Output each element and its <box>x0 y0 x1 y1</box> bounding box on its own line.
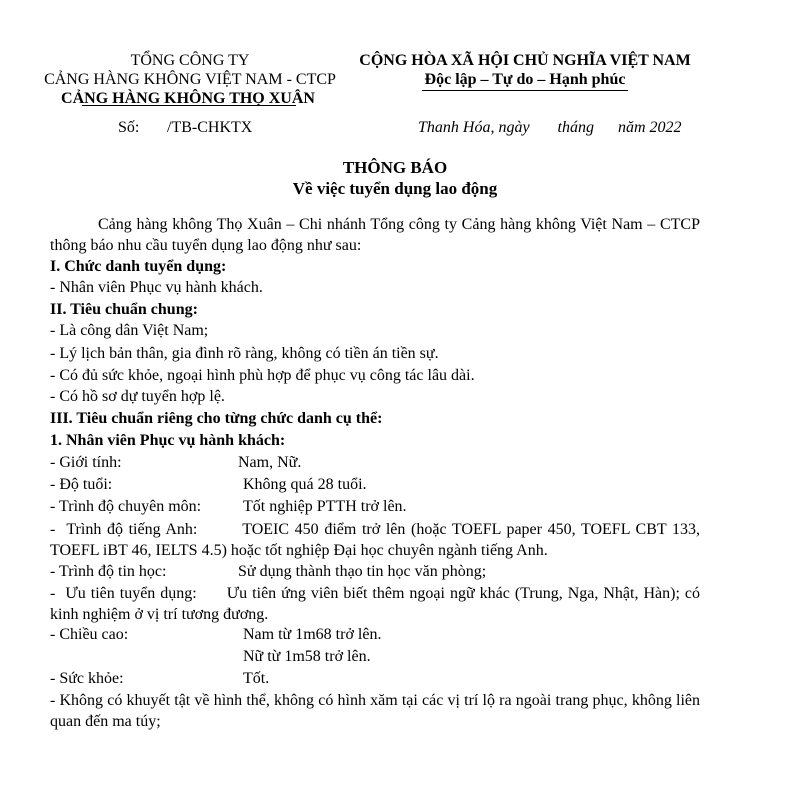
org-corporation-name: CẢNG HÀNG KHÔNG VIỆT NAM - CTCP <box>44 71 336 88</box>
section-1-heading: I. Chức danh tuyển dụng: <box>50 258 227 275</box>
org-parent-name: TỔNG CÔNG TY <box>130 52 250 69</box>
gender-label: - Giới tính: <box>50 454 122 471</box>
height-value-male: Nam từ 1m68 trở lên. <box>243 626 382 643</box>
motto-underline <box>422 90 628 91</box>
age-value: Không quá 28 tuổi. <box>243 476 367 493</box>
section-2-item: - Có hồ sơ dự tuyển hợp lệ. <box>50 388 225 405</box>
document-subtitle: Về việc tuyển dụng lao động <box>292 179 498 198</box>
gender-value: Nam, Nữ. <box>238 454 302 471</box>
document-title: THÔNG BÁO <box>342 158 448 177</box>
health-label: - Sức khỏe: <box>50 670 124 687</box>
nation-motto: Độc lập – Tự do – Hạnh phúc <box>424 71 626 88</box>
place-date: Thanh Hóa, ngày tháng năm 2022 <box>418 119 682 136</box>
it-label: - Trình độ tin học: <box>50 563 167 580</box>
doc-number-label: Số: <box>118 119 140 136</box>
doc-number-code: /TB-CHKTX <box>167 119 253 136</box>
nation-name: CỘNG HÒA XÃ HỘI CHỦ NGHĨA VIỆT NAM <box>359 52 691 69</box>
section-2-item: - Lý lịch bản thân, gia đình rõ ràng, không có tiền án tiền sự. <box>50 345 439 362</box>
section-2-heading: II. Tiêu chuẩn chung: <box>50 301 198 318</box>
section-1-item: - Nhân viên Phục vụ hành khách. <box>50 279 263 296</box>
section-3-heading: III. Tiêu chuẩn riêng cho từng chức danh cụ thể: <box>50 410 383 427</box>
org-unit-name: CẢNG HÀNG KHÔNG THỌ XUÂN <box>61 90 315 107</box>
appearance-requirement: - Không có khuyết tật về hình thể, không có hình xăm tại các vị trí lộ ra ngoài trang phục, không liên quan đến ma túy; <box>50 692 700 730</box>
education-label: - Trình độ chuyên môn: <box>50 498 202 515</box>
section-3-subheading: 1. Nhân viên Phục vụ hành khách: <box>50 432 286 449</box>
height-label: - Chiều cao: <box>50 626 129 643</box>
priority-requirement: - Ưu tiên tuyển dụng: Ưu tiên ứng viên biết thêm ngoại ngữ khác (Trung, Nga, Nhật, Hàn); có kinh nghiệm ở vị trí tương đương. <box>50 585 704 623</box>
health-value: Tốt. <box>243 670 270 687</box>
section-2-item: - Có đủ sức khỏe, ngoại hình phù hợp để phục vụ công tác lâu dài. <box>50 367 475 384</box>
intro-paragraph: Cảng hàng không Thọ Xuân – Chi nhánh Tổng công ty Cảng hàng không Việt Nam – CTCP thông báo nhu cầu tuyển dụng lao động như sau: <box>50 216 700 254</box>
age-label: - Độ tuổi: <box>50 476 113 493</box>
height-value-female: Nữ từ 1m58 trở lên. <box>243 648 371 665</box>
section-2-item: - Là công dân Việt Nam; <box>50 322 209 339</box>
it-value: Sử dụng thành thạo tin học văn phòng; <box>238 563 487 580</box>
education-value: Tốt nghiệp PTTH trở lên. <box>243 498 407 515</box>
english-requirement: - Trình độ tiếng Anh: TOEIC 450 điểm trở lên (hoặc TOEFL paper 450, TOEFL CBT 133, TOEFL iBT 46, IELTS 4.5) hoặc tốt nghiệp Đại học chuyên ngành tiếng Anh. <box>50 521 704 559</box>
org-underline <box>82 105 296 106</box>
